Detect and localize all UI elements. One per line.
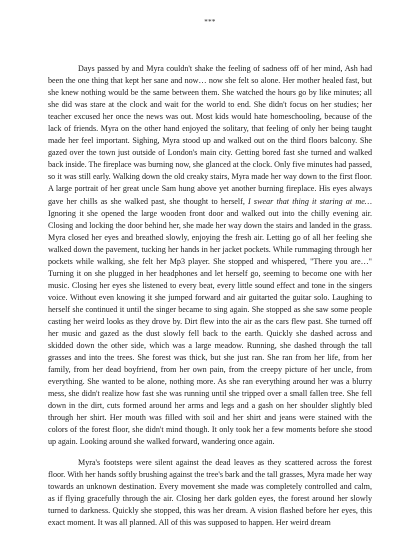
paragraph-2: Myra's footsteps were silent against the dead leaves as they scattered across the forest floor. With her hands softly brushing against the tree's bark and the tall grasses, Myra made her way towards an unknown destination. Every movement she made was completely controlled and calm, as if flying gracefully through the air. Closing her dark golden eyes, the forest around her slowly turned to darkness. Quickly she stopped, this was her dream. A vision flashed before her eyes, this exact moment. It was all planned. All of this was supposed to happen. Her weird dream xyxy=(48,457,372,527)
section-separator: *** xyxy=(204,18,216,26)
story-body xyxy=(48,63,372,529)
paragraph-1-text-a: Days passed by and Myra couldn't shake the feeling of sadness off of her mind, Ash had been the one thing that kept her sane and now… now she felt so alone. Her mother healed fast, but she knew nothing would be the same between them. She watched the hours go by like minutes; all she did was stare at the clock and wait for the world to end. She didn't focus on her studies; her teacher excused her once the news was out. Most kids would hate homeschooling, because of the lack of friends. Myra on the other hand enjoyed the solitary, that feeling of only her being taught made her feel important. Sighing, Myra stood up and walked out on the third floors balcony. She gazed over the town just outside of London's main city. Getting bored fast she turned and walked back inside. The fireplace was burning now, she glanced at the clock. Only five minutes had passed, so it was still early. Walking down the old creaky stairs, Myra made her way down to the first floor. A large portrait of her great uncle Sam hung above yet another burning fireplace. His eyes always gave her chills as she walked past, she thought to herself, xyxy=(48,64,372,206)
paragraph-1 xyxy=(48,63,372,449)
paragraph-1-italic-thought: I swear that thing it staring at me… xyxy=(248,196,372,206)
paragraph-1-text-b: Ignoring it she opened the large wooden front door and walked out into the chilly evening air. Closing and locking the door behind her, she made her way down the stairs and landed in the grass. Myra closed her eyes and breathed slowly, enjoying the fresh air. Letting go of all her feeling she walked down the pavement, tucking her hands in her jacket pockets. While rummaging through her pockets while walking, she felt her Mp3 player. She stopped and whispered, "There you are…" Turning it on she plugged in her headphones and let herself go, seeming to become one with her music. Closing her eyes she listened to every beat, every little sound effect and tone in the singers voice. Without even knowing it she jumped forward and air guitarted the guitar solo. Laughing to herself she continued it until the singer became to sing again. She stopped as she saw some people casting her weird looks as they drove by. Dirt flew into the air as the cars flew past. She turned off her music and gazed as the dust slowly fell back to the earth. Quickly she dashed across and skidded down the other side, which was a large meadow. Running, she dashed through the tall grasses and into the trees. She forest was thick, but she just ran. She ran from her life, from her family, from her dead boyfriend, from her own pain, from the creepy picture of her uncle, from everything. She wanted to be alone, nothing more. As she ran everything around her was a blurry mess, she didn't realize how fast she was running until she tripped over a small fallen tree. She fell down in the dirt, cuts formed around her arms and legs and a gash on her shoulder slightly bled through her shirt. Her mouth was filled with soil and her shirt and jeans were stained with the colors of the forest floor, she didn't mind though. It only took her a few moments before she stood up again. Looking around she walked forward, wandering once again. xyxy=(48,208,372,447)
